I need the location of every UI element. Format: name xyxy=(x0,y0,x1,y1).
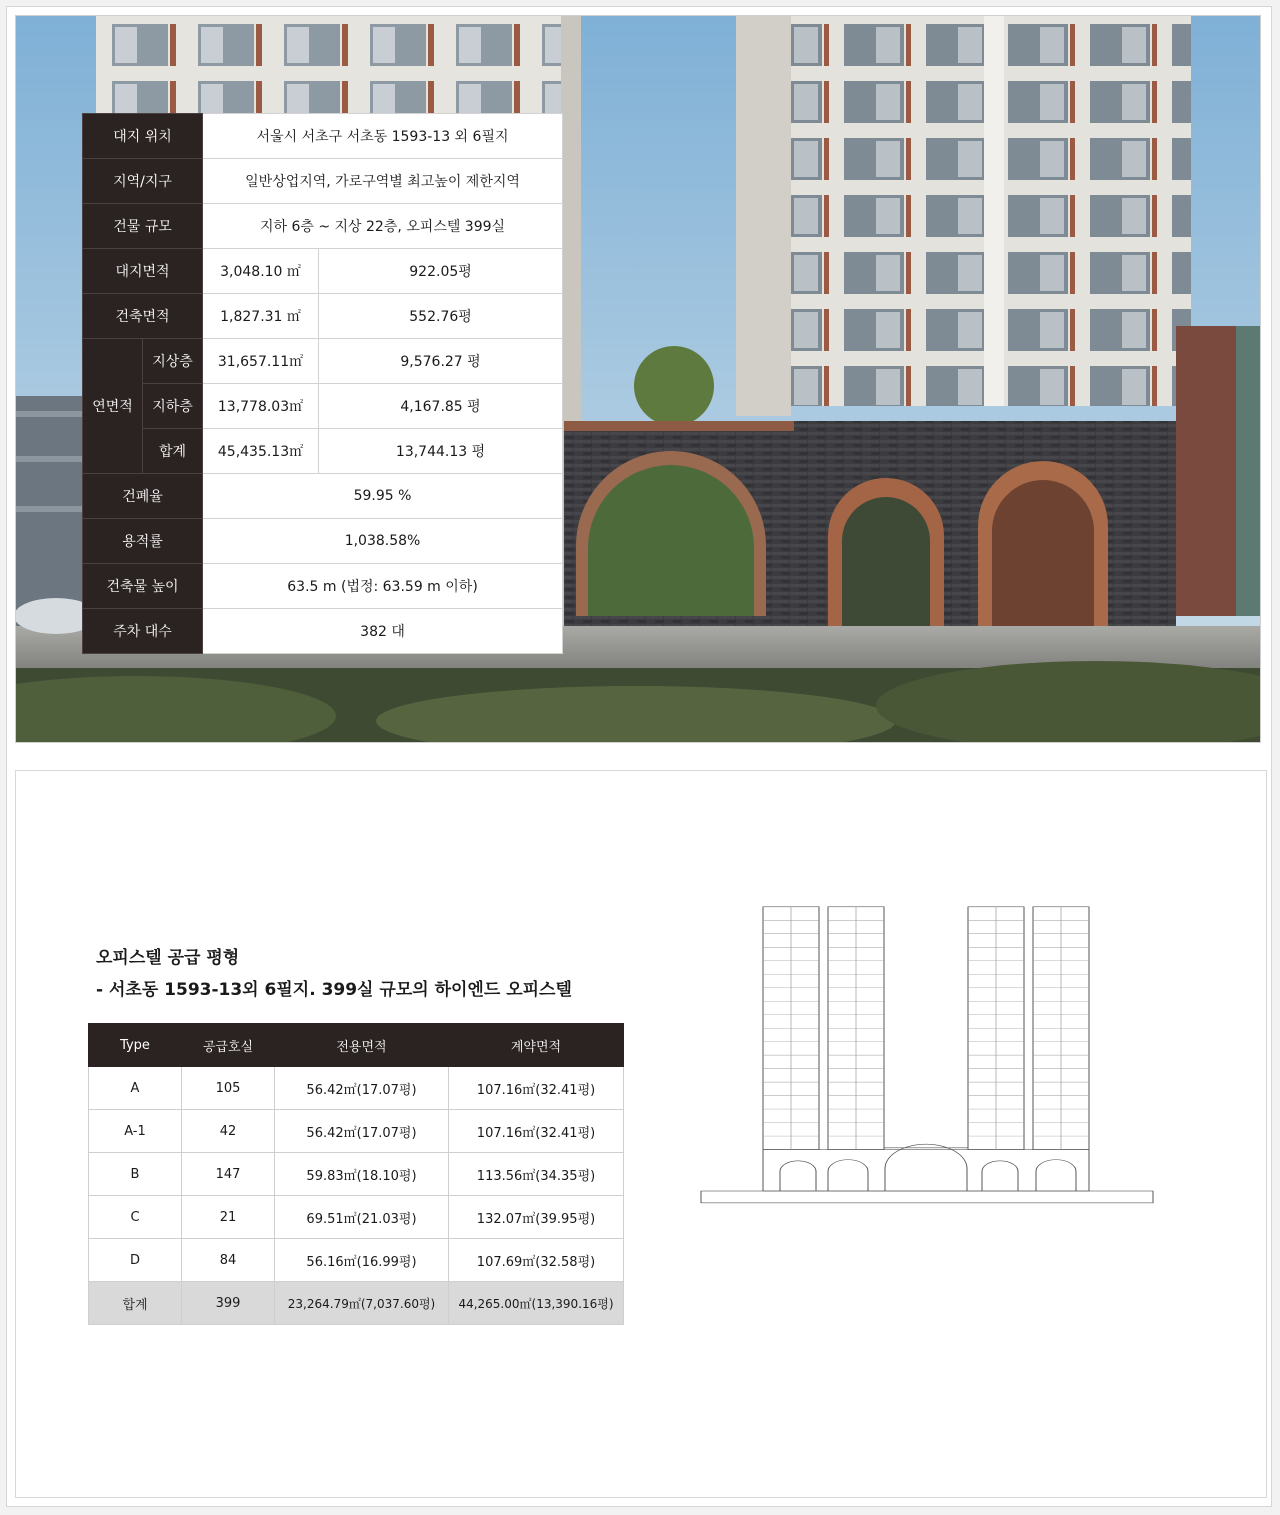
building-rendering xyxy=(15,15,1261,743)
spec-row-gross-total xyxy=(83,429,563,474)
spec-row-floor-area-ratio xyxy=(83,519,563,564)
spec-row-building-height xyxy=(83,564,563,609)
spec-value-m2: 1,827.31 ㎡ xyxy=(203,294,319,339)
cell-contract-area: 107.69㎡(32.58평) xyxy=(449,1239,624,1282)
cell-exclusive-area: 23,264.79㎡(7,037.60평) xyxy=(275,1282,449,1325)
spec-row-site-location xyxy=(83,114,563,159)
table-row xyxy=(89,1153,624,1196)
spec-label: 주차 대수 xyxy=(83,609,203,654)
spec-sublabel: 합계 xyxy=(143,429,203,474)
cell-units: 42 xyxy=(182,1110,275,1153)
spec-sublabel: 지상층 xyxy=(143,339,203,384)
spec-value-pyeong: 4,167.85 평 xyxy=(319,384,563,429)
cell-units: 84 xyxy=(182,1239,275,1282)
spec-value: 서울시 서초구 서초동 1593-13 외 6필지 xyxy=(203,114,563,159)
cell-type: A-1 xyxy=(89,1110,182,1153)
cell-contract-area: 132.07㎡(39.95평) xyxy=(449,1196,624,1239)
building-elevation-drawing xyxy=(698,905,1158,1207)
spec-value: 일반상업지역, 가로구역별 최고높이 제한지역 xyxy=(203,159,563,204)
cell-units: 147 xyxy=(182,1153,275,1196)
spec-sublabel: 지하층 xyxy=(143,384,203,429)
cell-type: B xyxy=(89,1153,182,1196)
cell-exclusive-area: 59.83㎡(18.10평) xyxy=(275,1153,449,1196)
supply-heading xyxy=(96,942,572,1006)
spec-label: 건축면적 xyxy=(83,294,203,339)
spec-value-m2: 31,657.11㎡ xyxy=(203,339,319,384)
spec-value-m2: 3,048.10 ㎡ xyxy=(203,249,319,294)
spec-value-m2: 13,778.03㎡ xyxy=(203,384,319,429)
spec-value-m2: 45,435.13㎡ xyxy=(203,429,319,474)
spec-row-coverage-ratio xyxy=(83,474,563,519)
spec-value: 382 대 xyxy=(203,609,563,654)
spec-value-pyeong: 13,744.13 평 xyxy=(319,429,563,474)
spec-label: 용적률 xyxy=(83,519,203,564)
spec-label: 대지 위치 xyxy=(83,114,203,159)
spec-value: 63.5 m (법정: 63.59 m 이하) xyxy=(203,564,563,609)
spec-row-building-area xyxy=(83,294,563,339)
spec-row-parking xyxy=(83,609,563,654)
column-header: 전용면적 xyxy=(275,1024,449,1067)
spec-label: 건축물 높이 xyxy=(83,564,203,609)
cell-type: 합계 xyxy=(89,1282,182,1325)
spec-label: 지역/지구 xyxy=(83,159,203,204)
cell-exclusive-area: 69.51㎡(21.03평) xyxy=(275,1196,449,1239)
spec-label: 대지면적 xyxy=(83,249,203,294)
cell-exclusive-area: 56.42㎡(17.07평) xyxy=(275,1067,449,1110)
building-spec-table xyxy=(82,113,563,654)
table-row xyxy=(89,1110,624,1153)
cell-contract-area: 107.16㎡(32.41평) xyxy=(449,1110,624,1153)
supply-table xyxy=(88,1023,624,1325)
spec-row-gross-above xyxy=(83,339,563,384)
table-total-row xyxy=(89,1282,624,1325)
cell-type: C xyxy=(89,1196,182,1239)
cell-units: 21 xyxy=(182,1196,275,1239)
column-header: Type xyxy=(89,1024,182,1067)
spec-row-building-scale xyxy=(83,204,563,249)
spec-label: 건폐율 xyxy=(83,474,203,519)
table-row xyxy=(89,1239,624,1282)
cell-type: A xyxy=(89,1067,182,1110)
column-header: 계약면적 xyxy=(449,1024,624,1067)
spec-row-site-area xyxy=(83,249,563,294)
supply-title: 오피스텔 공급 평형 xyxy=(96,948,240,968)
cell-units: 105 xyxy=(182,1067,275,1110)
table-row xyxy=(89,1196,624,1239)
spec-row-zoning xyxy=(83,159,563,204)
spec-row-gross-below xyxy=(83,384,563,429)
spec-label: 건물 규모 xyxy=(83,204,203,249)
spec-value-pyeong: 9,576.27 평 xyxy=(319,339,563,384)
cell-type: D xyxy=(89,1239,182,1282)
supply-subtitle: - 서초동 1593-13외 6필지. 399실 규모의 하이엔드 오피스텔 xyxy=(96,980,572,1000)
table-row xyxy=(89,1067,624,1110)
cell-units: 399 xyxy=(182,1282,275,1325)
supply-header-row xyxy=(89,1024,624,1067)
cell-contract-area: 113.56㎡(34.35평) xyxy=(449,1153,624,1196)
cell-exclusive-area: 56.42㎡(17.07평) xyxy=(275,1110,449,1153)
cell-contract-area: 44,265.00㎡(13,390.16평) xyxy=(449,1282,624,1325)
cell-contract-area: 107.16㎡(32.41평) xyxy=(449,1067,624,1110)
spec-value-pyeong: 552.76평 xyxy=(319,294,563,339)
spec-value: 1,038.58% xyxy=(203,519,563,564)
column-header: 공급호실 xyxy=(182,1024,275,1067)
spec-value: 지하 6층 ~ 지상 22층, 오피스텔 399실 xyxy=(203,204,563,249)
spec-label-gross-area: 연면적 xyxy=(83,339,143,474)
spec-value: 59.95 % xyxy=(203,474,563,519)
cell-exclusive-area: 56.16㎡(16.99평) xyxy=(275,1239,449,1282)
spec-value-pyeong: 922.05평 xyxy=(319,249,563,294)
